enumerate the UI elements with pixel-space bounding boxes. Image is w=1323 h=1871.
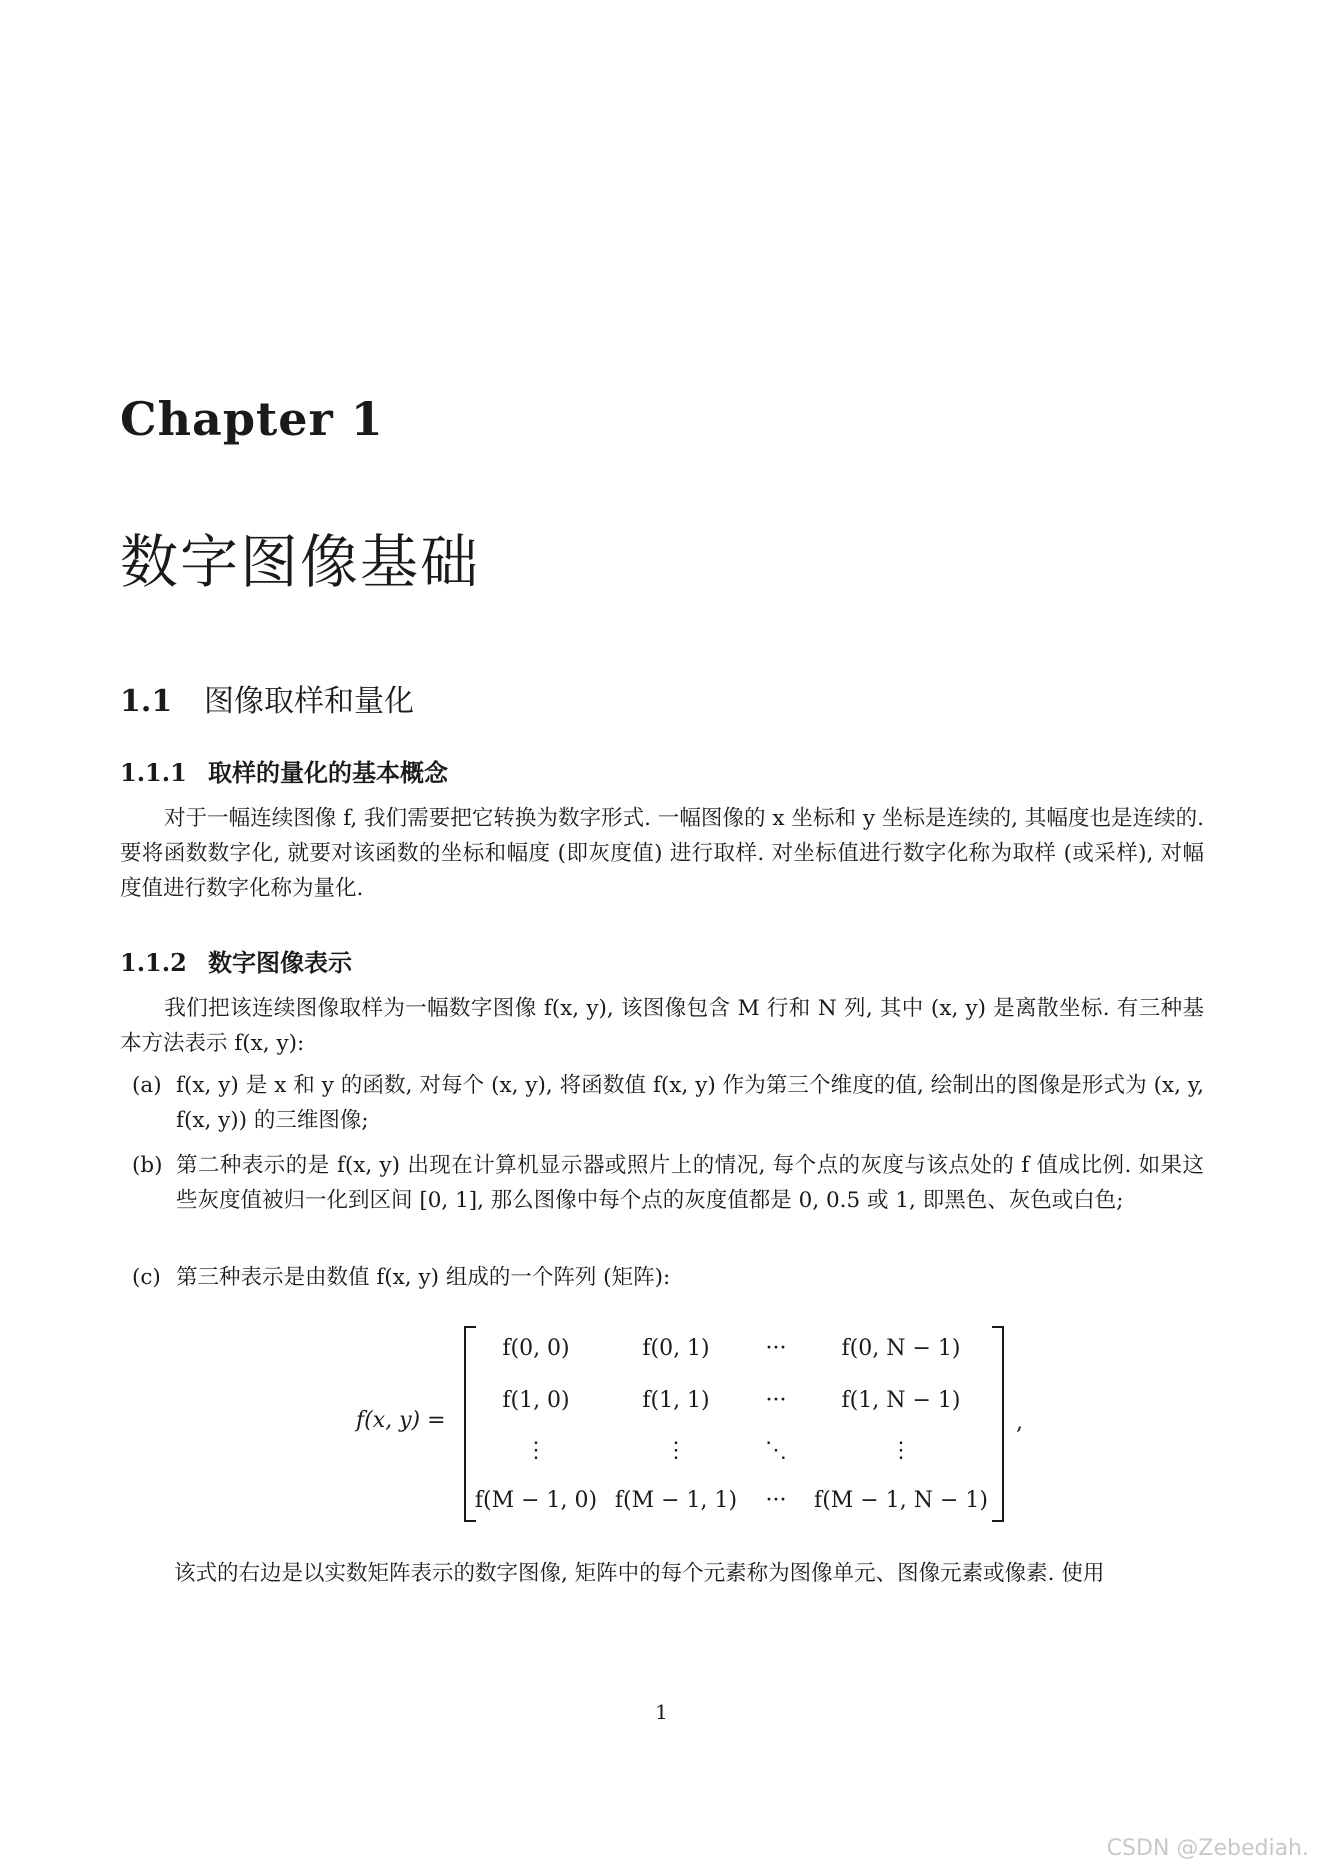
matrix-cell: f(1, 1) <box>642 1388 710 1413</box>
matrix-cell: f(0, N − 1) <box>841 1336 961 1361</box>
matrix-cell: f(M − 1, 0) <box>474 1488 598 1513</box>
subsection-title: 取样的量化的基本概念 <box>208 759 448 787</box>
list-item-label: (c) <box>132 1265 161 1290</box>
matrix-cell: f(0, 0) <box>502 1336 570 1361</box>
subsection-title: 数字图像表示 <box>208 949 352 977</box>
list-item-label: (a) <box>132 1073 162 1098</box>
matrix-equation <box>356 1326 1036 1526</box>
matrix-cell: f(0, 1) <box>642 1336 710 1361</box>
paragraph <box>120 801 1204 906</box>
matrix-cell: ··· <box>765 1488 787 1513</box>
subsection-heading <box>120 943 352 978</box>
matrix-cell: ⋮ <box>525 1438 547 1463</box>
list-item-text: 第三种表示是由数值 f(x, y) 组成的一个阵列 (矩阵): <box>176 1265 671 1290</box>
matrix-cell: f(1, N − 1) <box>841 1388 961 1413</box>
list-item-label: (b) <box>132 1153 163 1178</box>
matrix-cell: f(M − 1, N − 1) <box>814 1488 988 1513</box>
matrix-cell: f(M − 1, 1) <box>614 1488 738 1513</box>
subsection-number: 1.1.2 <box>120 948 187 977</box>
matrix-cell: ··· <box>765 1336 787 1361</box>
section-heading <box>120 676 414 720</box>
paragraph-text: 对于一幅连续图像 f, 我们需要把它转换为数字形式. 一幅图像的 x 坐标和 y 坐标是连续的, 其幅度也是连续的. 要将函数数字化, 就要对该函数的坐标和幅度 (即灰度值) 进行取样. 对坐标值进行数字化称为取样 (或采样), 对幅度值进行数字化称为量化. <box>120 806 1204 901</box>
section-number: 1.1 <box>120 684 173 719</box>
section-title: 图像取样和量化 <box>204 684 414 719</box>
chapter-title: 数字图像基础 <box>120 528 481 596</box>
matrix-cell: ⋱ <box>765 1438 787 1463</box>
paragraph <box>120 991 1204 1061</box>
subsection-heading <box>120 753 448 788</box>
paragraph-text: 我们把该连续图像取样为一幅数字图像 f(x, y), 该图像包含 M 行和 N 列, 其中 (x, y) 是离散坐标. 有三种基本方法表示 f(x, y): <box>120 996 1204 1056</box>
list-item-text: f(x, y) 是 x 和 y 的函数, 对每个 (x, y), 将函数值 f(x, y) 作为第三个维度的值, 绘制出的图像是形式为 (x, y, f(x, y)) 的三维图像; <box>176 1073 1204 1133</box>
page-number: 1 <box>655 1700 668 1724</box>
matrix-cell: ⋮ <box>665 1438 687 1463</box>
subsection-number: 1.1.1 <box>120 758 187 787</box>
equation-comma: , <box>1016 1410 1023 1435</box>
matrix-cell: ⋮ <box>890 1438 912 1463</box>
paragraph-text: 该式的右边是以实数矩阵表示的数字图像, 矩阵中的每个元素称为图像单元、图像元素或像素. 使用 <box>174 1561 1105 1586</box>
chapter-label: Chapter 1 <box>120 392 384 446</box>
matrix-cell: ··· <box>765 1388 787 1413</box>
paragraph <box>120 1556 1204 1591</box>
list-item-text: 第二种表示的是 f(x, y) 出现在计算机显示器或照片上的情况, 每个点的灰度与该点处的 f 值成比例. 如果这些灰度值被归一化到区间 [0, 1], 那么图像中每个点的灰度值都是 0, 0.5 或 1, 即黑色、灰色或白色; <box>176 1153 1204 1213</box>
equation-lhs: f(x, y) = <box>356 1408 446 1433</box>
watermark: CSDN @Zebediah. <box>1106 1836 1309 1861</box>
matrix-cell: f(1, 0) <box>502 1388 570 1413</box>
